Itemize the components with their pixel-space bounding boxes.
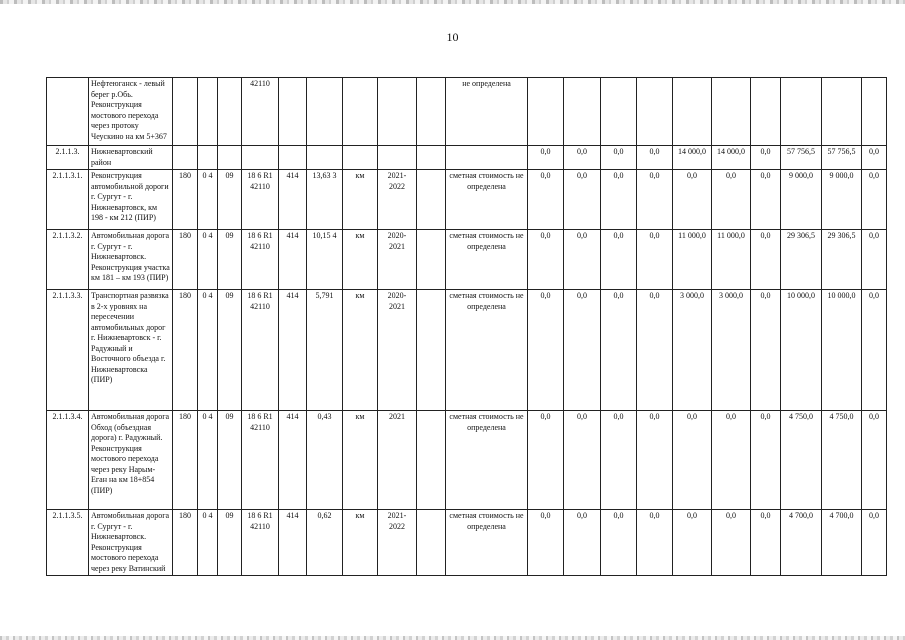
row-value: 10 000,0 [822,290,862,411]
row-name: Автомобильная дорога г. Сургут - г. Нижневартовск. Реконструкция участка км 181 – км 193 (ПИР) [89,230,173,290]
row-value: 0,0 [528,510,564,576]
row-value [637,78,673,146]
row-value: 0,0 [564,146,601,170]
row-period: 2020-2021 [378,230,417,290]
row-section [198,146,218,170]
row-value: 0,0 [601,290,637,411]
row-value: 57 756,5 [781,146,822,170]
row-value: 0,0 [673,170,712,230]
row-code: 2.1.1.3.4. [47,411,89,510]
row-value: 0,0 [862,510,887,576]
row-admin-code: 180 [173,230,198,290]
row-expense-type: 414 [279,170,307,230]
table-row [47,170,887,230]
row-value: 0,0 [528,146,564,170]
row-section: 0 4 [198,170,218,230]
row-estimate: сметная стоимость не определена [446,290,528,411]
row-code: 2.1.1.3.5. [47,510,89,576]
row-value: 0,0 [528,170,564,230]
row-code: 2.1.1.3.1. [47,170,89,230]
row-value: 0,0 [862,146,887,170]
program-table [46,77,887,576]
row-value: 0,0 [751,411,781,510]
row-subsection: 09 [218,290,242,411]
row-value: 0,0 [564,230,601,290]
scan-edge-top [0,0,905,4]
table-row [47,78,887,146]
row-value [673,78,712,146]
row-value: 0,0 [528,230,564,290]
row-target-article: 18 6 R1 42110 [242,411,279,510]
row-value: 0,0 [637,510,673,576]
row-admin-code: 180 [173,290,198,411]
table-row [47,146,887,170]
row-value: 29 306,5 [822,230,862,290]
row-unit [343,78,378,146]
row-value: 0,0 [528,290,564,411]
row-period: 2021 [378,411,417,510]
row-period [378,78,417,146]
row-value: 0,0 [673,411,712,510]
row-value: 0,0 [564,290,601,411]
row-period: 2021-2022 [378,170,417,230]
row-value: 0,0 [712,170,751,230]
row-unit: км [343,230,378,290]
row-blank [417,290,446,411]
row-code: 2.1.1.3. [47,146,89,170]
row-value [862,78,887,146]
row-capacity: 0,43 [307,411,343,510]
row-expense-type: 414 [279,230,307,290]
table-row [47,510,887,576]
row-value [822,78,862,146]
row-blank [417,78,446,146]
row-expense-type: 414 [279,411,307,510]
table-row [47,411,887,510]
row-value: 0,0 [637,146,673,170]
row-value [601,78,637,146]
row-subsection: 09 [218,230,242,290]
row-value: 11 000,0 [712,230,751,290]
row-value: 0,0 [751,230,781,290]
row-subsection: 09 [218,170,242,230]
row-value: 0,0 [862,170,887,230]
row-value: 14 000,0 [712,146,751,170]
row-unit: км [343,411,378,510]
row-code: 2.1.1.3.3. [47,290,89,411]
row-section: 0 4 [198,290,218,411]
row-value: 0,0 [601,146,637,170]
row-value: 29 306,5 [781,230,822,290]
row-code: 2.1.1.3.2. [47,230,89,290]
row-value: 0,0 [712,411,751,510]
row-section [198,78,218,146]
row-admin-code [173,146,198,170]
row-value: 0,0 [564,411,601,510]
row-value [564,78,601,146]
row-value: 0,0 [564,170,601,230]
row-value: 4 750,0 [822,411,862,510]
row-value: 0,0 [601,170,637,230]
row-section: 0 4 [198,510,218,576]
row-target-article: 42110 [242,78,279,146]
row-capacity [307,146,343,170]
row-value: 57 756,5 [822,146,862,170]
row-subsection [218,78,242,146]
row-section: 0 4 [198,411,218,510]
row-unit: км [343,290,378,411]
row-estimate: сметная стоимость не определена [446,170,528,230]
row-capacity: 0,62 [307,510,343,576]
row-value: 14 000,0 [673,146,712,170]
row-capacity [307,78,343,146]
row-capacity: 5,791 [307,290,343,411]
row-value [712,78,751,146]
row-estimate: сметная стоимость не определена [446,411,528,510]
row-estimate: не определена [446,78,528,146]
row-code [47,78,89,146]
row-value: 0,0 [862,290,887,411]
row-target-article: 18 6 R1 42110 [242,230,279,290]
row-expense-type: 414 [279,290,307,411]
row-value: 3 000,0 [712,290,751,411]
row-period [378,146,417,170]
row-name: Автомобильная дорога Обход (объездная дорога) г. Радужный. Реконструкция мостового перехода через реку Нарым-Еган на км 18+854 (ПИР) [89,411,173,510]
row-value: 9 000,0 [781,170,822,230]
row-value: 10 000,0 [781,290,822,411]
row-value: 0,0 [751,290,781,411]
row-subsection: 09 [218,510,242,576]
row-section: 0 4 [198,230,218,290]
row-value: 0,0 [712,510,751,576]
row-target-article [242,146,279,170]
row-value: 0,0 [637,290,673,411]
row-expense-type [279,78,307,146]
row-capacity: 10,15 4 [307,230,343,290]
row-unit: км [343,510,378,576]
row-estimate [446,146,528,170]
row-blank [417,230,446,290]
row-blank [417,510,446,576]
row-value: 0,0 [751,170,781,230]
row-name: Реконструкция автомобильной дороги г. Сургут - г. Нижневартовск, км 198 - км 212 (ПИР) [89,170,173,230]
row-value: 0,0 [528,411,564,510]
row-blank [417,170,446,230]
row-value: 4 700,0 [781,510,822,576]
row-admin-code [173,78,198,146]
row-subsection: 09 [218,411,242,510]
row-capacity: 13,63 3 [307,170,343,230]
row-value: 11 000,0 [673,230,712,290]
row-value: 0,0 [637,230,673,290]
row-expense-type [279,146,307,170]
row-target-article: 18 6 R1 42110 [242,290,279,411]
row-subsection [218,146,242,170]
row-unit [343,146,378,170]
row-admin-code: 180 [173,170,198,230]
row-unit: км [343,170,378,230]
row-value: 0,0 [862,411,887,510]
row-value: 4 700,0 [822,510,862,576]
row-name: Транспортная развязка в 2-х уровнях на пересечении автомобильных дорог г. Нижневартовск - г. Радужный и Восточного объезда г. Нижневартовска (ПИР) [89,290,173,411]
row-period: 2020-2021 [378,290,417,411]
row-target-article: 18 6 R1 42110 [242,170,279,230]
row-value [751,78,781,146]
page-number: 10 [446,30,459,44]
row-value: 0,0 [601,230,637,290]
row-value: 0,0 [751,510,781,576]
row-value [781,78,822,146]
row-admin-code: 180 [173,411,198,510]
row-target-article: 18 6 R1 42110 [242,510,279,576]
row-value [528,78,564,146]
row-value: 0,0 [637,170,673,230]
row-blank [417,411,446,510]
row-value: 0,0 [601,411,637,510]
row-name: Нефтеюганск - левый берег р.Обь. Реконструкция мостового перехода через протоку Чеускино на км 5+367 [89,78,173,146]
row-value: 3 000,0 [673,290,712,411]
row-value: 0,0 [601,510,637,576]
row-value: 0,0 [751,146,781,170]
row-value: 4 750,0 [781,411,822,510]
row-admin-code: 180 [173,510,198,576]
scan-edge-bottom [0,636,905,640]
row-value: 0,0 [564,510,601,576]
row-value: 9 000,0 [822,170,862,230]
table-row [47,230,887,290]
table-row [47,290,887,411]
row-value: 0,0 [673,510,712,576]
row-expense-type: 414 [279,510,307,576]
row-value: 0,0 [637,411,673,510]
row-value: 0,0 [862,230,887,290]
row-name: Нижневартовский район [89,146,173,170]
row-period: 2021-2022 [378,510,417,576]
row-blank [417,146,446,170]
row-estimate: сметная стоимость не определена [446,510,528,576]
row-name: Автомобильная дорога г. Сургут - г. Нижневартовск. Реконструкция мостового перехода через реку Ватинский [89,510,173,576]
row-estimate: сметная стоимость не определена [446,230,528,290]
